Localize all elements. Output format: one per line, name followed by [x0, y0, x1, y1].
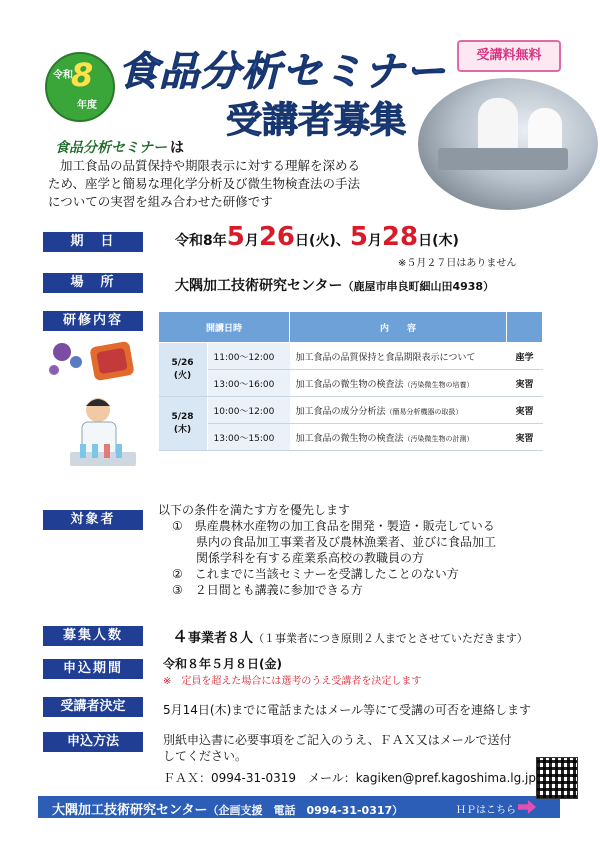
- illustration: [40, 336, 150, 476]
- label-deadline: 申込期間: [43, 659, 143, 679]
- schedule-type: 実習: [507, 424, 543, 451]
- capacity: [172, 624, 528, 647]
- schedule-day: 5/26 (火): [159, 343, 208, 397]
- schedule-content-text: 加工食品の微生物の検査法: [295, 433, 404, 444]
- schedule-content: [290, 424, 507, 451]
- capacity-count1: ４: [172, 627, 189, 646]
- intro-title-suffix: は: [170, 140, 184, 156]
- intro-line: ため、座学と簡易な理化学分析及び微生物検査法の手法: [48, 176, 361, 191]
- date-u2: 月: [367, 233, 382, 249]
- label-date: 期 日: [43, 232, 143, 252]
- target-item: 県内の食品加工事業者及び農林漁業者、並びに食品加工: [172, 535, 497, 549]
- schedule-time: 11:00～12:00: [207, 343, 290, 370]
- hp-link[interactable]: ＨＰはこちら: [456, 805, 516, 816]
- table-row: [159, 397, 543, 424]
- label-venue: 場 所: [43, 273, 143, 293]
- method-line: 別紙申込書に必要事項をご記入のうえ、ＦＡＸ又はメールで送付: [163, 733, 512, 747]
- scientist-icon: [70, 398, 136, 466]
- year-badge: [45, 52, 115, 122]
- intro-line: 加工食品の品質保持や期限表示に対する理解を深める: [60, 158, 361, 173]
- capacity-unit1: 事業者: [188, 631, 228, 646]
- fax-number: ＦＡＸ：0994-31-0319: [163, 771, 297, 785]
- label-method: 申込方法: [43, 732, 143, 752]
- bread-icon: [89, 341, 134, 381]
- deadline: 令和８年５月８日(金): [163, 657, 282, 671]
- virus-icon: [49, 343, 82, 375]
- date-m2: 5: [349, 222, 368, 252]
- schedule-type: 実習: [507, 397, 543, 424]
- apply-method: [163, 732, 511, 764]
- schedule-header-content: 内 容: [290, 312, 507, 343]
- intro-text: [48, 157, 420, 211]
- title-line1: 食品分析セミナー: [118, 49, 446, 95]
- qr-code-icon[interactable]: [536, 757, 578, 799]
- badge-year: 8: [71, 56, 94, 94]
- date-d1: 26: [258, 222, 296, 252]
- date-m1: 5: [226, 222, 245, 252]
- schedule-header-type: [507, 312, 543, 343]
- lab-photo: [418, 78, 598, 210]
- schedule-time: 10:00～12:00: [207, 397, 290, 424]
- schedule-content-sub: （汚染微生物の計測）: [403, 434, 474, 443]
- date-prefix: 令和8年: [175, 233, 227, 249]
- schedule-header-time: 開講日時: [159, 312, 290, 343]
- schedule-content: [290, 343, 507, 370]
- arrow-right-icon: [518, 800, 536, 814]
- schedule-content-sub: （簡易分析機器の取扱）: [385, 407, 463, 416]
- schedule-content-sub: （汚染微生物の培養）: [403, 380, 474, 389]
- venue: [175, 275, 494, 295]
- date-line: [175, 222, 459, 252]
- schedule-time: 13:00～15:00: [207, 424, 290, 451]
- label-content: 研修内容: [43, 311, 143, 331]
- date-note: ※５月２７日はありません: [398, 258, 517, 269]
- schedule-time: 13:00～16:00: [207, 370, 290, 397]
- capacity-unit2: 人: [240, 631, 254, 646]
- mail-address[interactable]: メール：kagiken@pref.kagoshima.lg.jp: [308, 771, 536, 785]
- capacity-count2: ８: [227, 631, 241, 646]
- date-w2: 日(木): [418, 233, 459, 249]
- table-row: [159, 424, 543, 451]
- intro-title: [55, 137, 184, 157]
- footer-org-sub: （企画支援 電話 0994-31-0317）: [207, 804, 404, 817]
- schedule-type: 実習: [507, 370, 543, 397]
- schedule-content: [290, 370, 507, 397]
- targets: [158, 502, 496, 598]
- free-badge: 受講料無料: [457, 40, 561, 72]
- decision: 5月14日(木)までに電話またはメール等にて受講の可否を連絡します: [163, 703, 532, 717]
- method-line: してください。: [163, 749, 248, 763]
- schedule-content: [290, 397, 507, 424]
- target-item: ② これまでに当該セミナーを受講したことのない方: [172, 567, 459, 581]
- contact: [163, 769, 536, 786]
- targets-intro: 以下の条件を満たす方を優先します: [158, 503, 351, 517]
- schedule-content-text: 加工食品の成分分析法: [295, 406, 386, 417]
- footer-bar: [38, 796, 560, 818]
- badge-era: 令和: [53, 70, 73, 81]
- target-item: 関係学科を有する産業系高校の教職員の方: [172, 551, 425, 565]
- venue-address: （鹿屋市串良町細山田4938）: [342, 280, 495, 293]
- schedule-type: 座学: [507, 343, 543, 370]
- target-item: ③ ２日間とも講義に参加できる方: [172, 583, 363, 597]
- schedule-content-text: 加工食品の微生物の検査法: [295, 379, 404, 390]
- badge-nendo: 年度: [77, 100, 97, 111]
- venue-name: 大隅加工技術研究センター: [175, 278, 343, 294]
- footer-org: [52, 799, 403, 818]
- footer-org-name: 大隅加工技術研究センター: [52, 803, 208, 818]
- schedule-table: [158, 311, 543, 451]
- date-w1: 日(火)、: [295, 233, 350, 249]
- target-item: ① 県産農林水産物の加工食品を開発・製造・販売している: [172, 519, 495, 533]
- date-d2: 28: [381, 222, 419, 252]
- label-target: 対象者: [43, 510, 143, 530]
- intro-title-text: 食品分析セミナー: [55, 140, 167, 156]
- date-u1: 月: [244, 233, 259, 249]
- schedule-day: 5/28 (木): [159, 397, 208, 451]
- deadline-note: ※ 定員を超えた場合には選考のうえ受講者を決定します: [163, 676, 422, 687]
- label-capacity: 募集人数: [43, 626, 143, 646]
- table-row: [159, 370, 543, 397]
- capacity-note: （１事業者につき原則２人までとさせていただきます）: [253, 632, 528, 645]
- intro-line: についての実習を組み合わせた研修です: [48, 194, 273, 209]
- title-line2: 受講者募集: [226, 100, 407, 141]
- schedule-content-text: 加工食品の品質保持と食品期限表示について: [295, 352, 476, 363]
- label-decision: 受講者決定: [43, 697, 143, 717]
- table-row: [159, 343, 543, 370]
